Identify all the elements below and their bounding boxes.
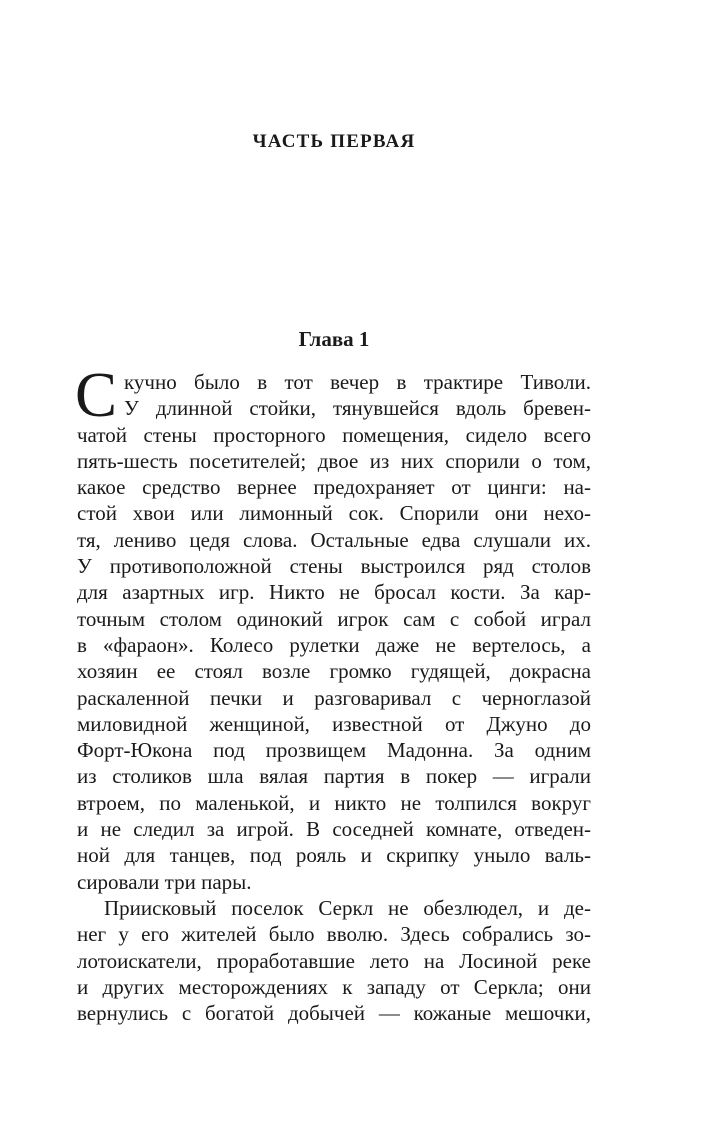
text-line: миловидной женщиной, известной от Джуно до: [77, 711, 591, 736]
text-line: нег у его жителей было вволю. Здесь собрались зо-: [77, 922, 591, 947]
text-line: пять-шесть посетителей; двое из них спорили о том,: [77, 448, 591, 473]
text-line: Форт-Юкона под прозвищем Мадонна. За одним: [77, 738, 591, 763]
text-line: стой хвои или лимонный сок. Спорили они нехо-: [77, 501, 591, 526]
text-line: какое средство вернее предохраняет от цинги: на-: [77, 475, 591, 500]
text-line: У длинной стойки, тянувшейся вдоль бревен-: [124, 396, 591, 421]
drop-cap: С: [75, 360, 118, 430]
text-line: точным столом одинокий игрок сам с собой играл: [77, 606, 591, 631]
text-line: втроем, по маленькой, и никто не толпился вокруг: [77, 790, 591, 815]
text-line: кучно было в тот вечер в трактире Тиволи.: [124, 370, 591, 394]
chapter-body: [75, 360, 591, 1026]
text-line: из столиков шла вялая партия в покер — играли: [77, 764, 591, 789]
text-line: и других месторождениях к западу от Серкла; они: [77, 974, 591, 999]
text-line: для азартных игр. Никто не бросал кости. За кар-: [77, 580, 591, 605]
text-line: ной для танцев, под рояль и скрипку уныло валь-: [77, 843, 591, 868]
text-line: сировали три пары.: [77, 869, 252, 894]
text-line: Приисковый поселок Серкл не обезлюдел, и де-: [104, 895, 591, 920]
text-line: и не следил за игрой. В соседней комнате, отведен-: [77, 817, 591, 842]
part-title: ЧАСТЬ ПЕРВАЯ: [252, 131, 416, 152]
text-line: тя, лениво цедя слова. Остальные едва слушали их.: [77, 527, 591, 552]
text-line: раскаленной печки и разговаривал с черноглазой: [77, 685, 591, 710]
chapter-title: Глава 1: [298, 327, 370, 351]
text-line: вернулись с богатой добычей — кожаные мешочки,: [77, 1001, 591, 1026]
text-line: У противоположной стены выстроился ряд столов: [77, 554, 591, 579]
text-line: лотоискатели, проработавшие лето на Лосиной реке: [77, 948, 591, 973]
text-line: чатой стены просторного помещения, сидело всего: [77, 422, 591, 447]
text-line: хозяин ее стоял возле громко гудящей, докрасна: [77, 659, 591, 684]
text-line: в «фараон». Колесо рулетки даже не вертелось, а: [77, 632, 591, 657]
